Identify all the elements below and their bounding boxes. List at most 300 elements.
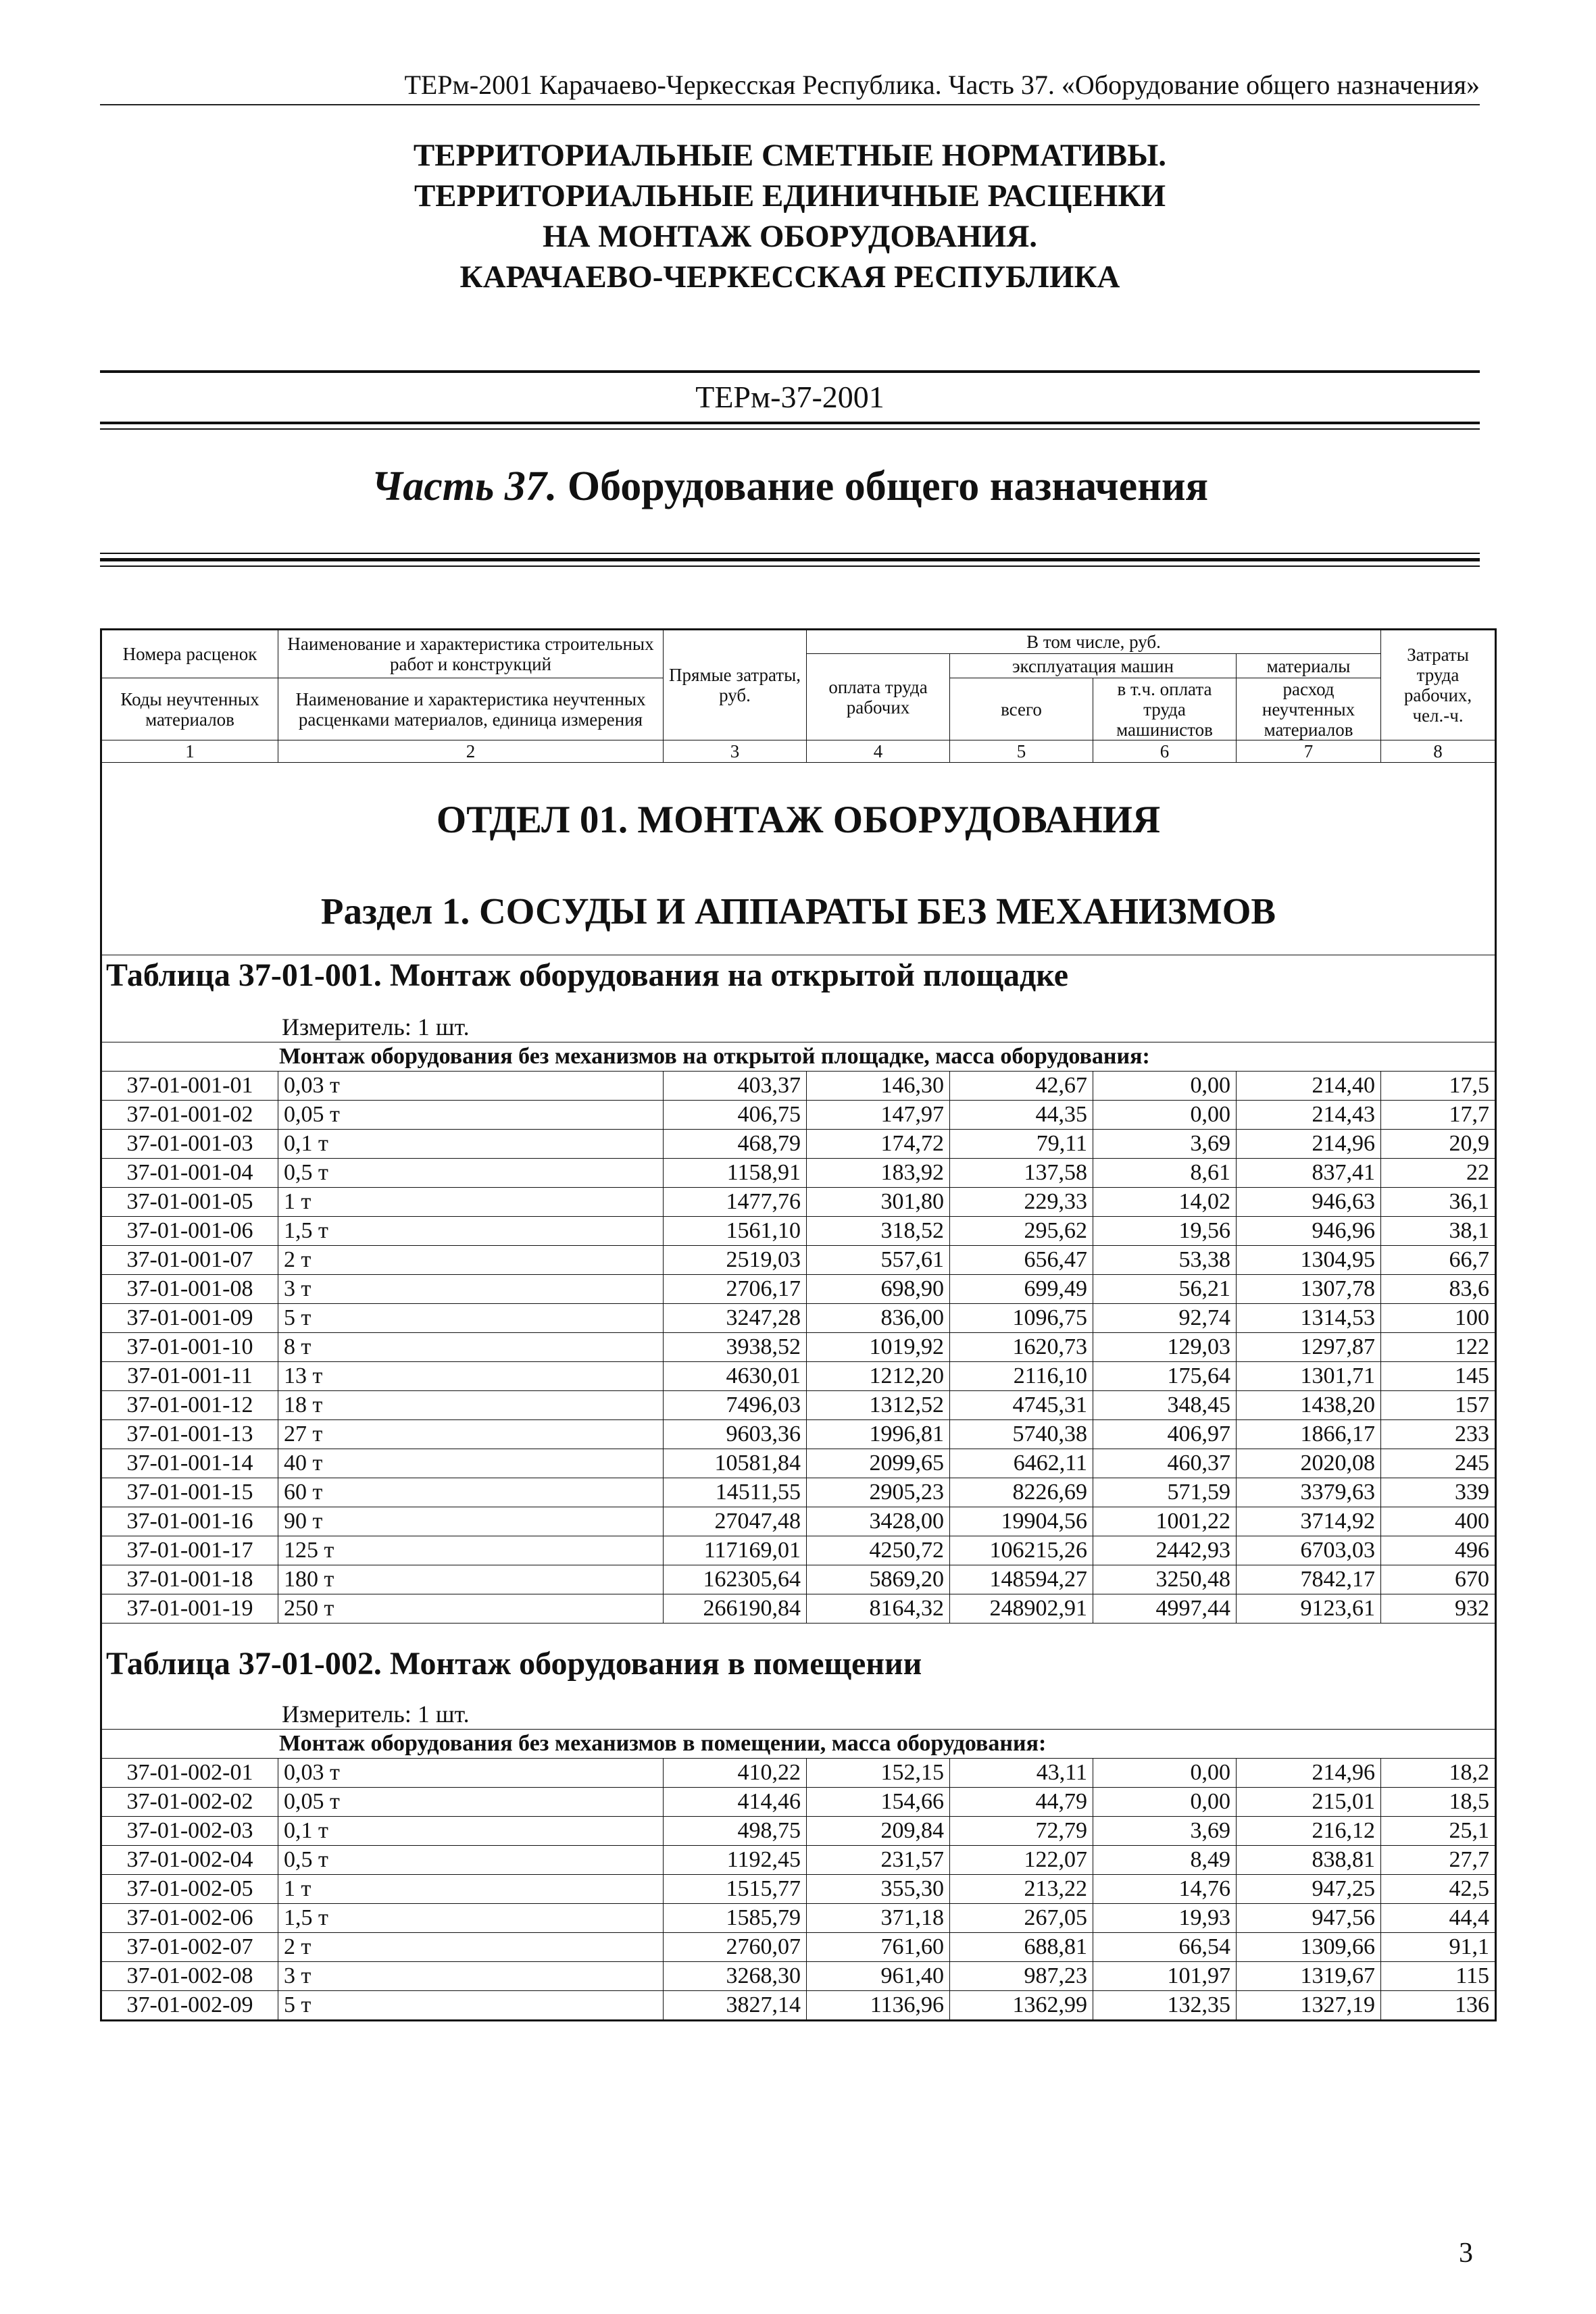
- machinist-pay-cell: 8,49: [1093, 1846, 1237, 1875]
- direct-costs-cell: 117169,01: [664, 1536, 807, 1565]
- work-description-cell: 0,1 т: [278, 1130, 664, 1159]
- material-use-cell: 214,96: [1237, 1759, 1381, 1788]
- rate-code-cell: 37-01-002-01: [101, 1759, 278, 1788]
- direct-costs-cell: 2519,03: [664, 1246, 807, 1275]
- machines-total-cell: 122,07: [950, 1846, 1093, 1875]
- direct-costs-cell: 498,75: [664, 1817, 807, 1846]
- table-row: [101, 1246, 1496, 1275]
- labor-costs-cell: 136: [1381, 1991, 1496, 2021]
- table-row: [101, 1507, 1496, 1536]
- machinist-pay-cell: 19,56: [1093, 1217, 1237, 1246]
- col-header-machines: эксплуатация машин: [950, 654, 1237, 678]
- machines-total-cell: 4745,31: [950, 1391, 1093, 1420]
- rate-code-cell: 37-01-001-16: [101, 1507, 278, 1536]
- page-number: 3: [1459, 2238, 1473, 2269]
- table-row: [101, 1933, 1496, 1962]
- worker-pay-cell: 301,80: [807, 1188, 950, 1217]
- table-row: [101, 1130, 1496, 1159]
- machinist-pay-cell: 0,00: [1093, 1101, 1237, 1130]
- labor-costs-cell: 17,5: [1381, 1072, 1496, 1101]
- worker-pay-cell: 318,52: [807, 1217, 950, 1246]
- machines-total-cell: 137,58: [950, 1159, 1093, 1188]
- machinist-pay-cell: 8,61: [1093, 1159, 1237, 1188]
- material-use-cell: 1866,17: [1237, 1420, 1381, 1449]
- title-line: НА МОНТАЖ ОБОРУДОВАНИЯ.: [542, 219, 1038, 254]
- machinist-pay-cell: 132,35: [1093, 1991, 1237, 2021]
- direct-costs-cell: 410,22: [664, 1759, 807, 1788]
- rate-code-cell: 37-01-001-03: [101, 1130, 278, 1159]
- machines-total-cell: 213,22: [950, 1875, 1093, 1904]
- labor-costs-cell: 932: [1381, 1594, 1496, 1624]
- labor-costs-cell: 245: [1381, 1449, 1496, 1478]
- table-row: [101, 1565, 1496, 1594]
- machinist-pay-cell: 101,97: [1093, 1962, 1237, 1991]
- rate-code-cell: 37-01-001-09: [101, 1304, 278, 1333]
- col-header-labor-costs: Затраты труда рабочих, чел.-ч.: [1381, 630, 1496, 740]
- machines-total-cell: 5740,38: [950, 1420, 1093, 1449]
- direct-costs-cell: 1561,10: [664, 1217, 807, 1246]
- material-use-cell: 1314,53: [1237, 1304, 1381, 1333]
- rate-code-cell: 37-01-001-18: [101, 1565, 278, 1594]
- machinist-pay-cell: 0,00: [1093, 1788, 1237, 1817]
- document-title: [100, 135, 1480, 297]
- direct-costs-cell: 468,79: [664, 1130, 807, 1159]
- section-block: [101, 763, 1496, 955]
- machines-total-cell: 6462,11: [950, 1449, 1093, 1478]
- material-use-cell: 1304,95: [1237, 1246, 1381, 1275]
- direct-costs-cell: 3938,52: [664, 1333, 807, 1362]
- table-row: [101, 1391, 1496, 1420]
- direct-costs-cell: 3827,14: [664, 1991, 807, 2021]
- machines-total-cell: 43,11: [950, 1759, 1093, 1788]
- rate-code-cell: 37-01-001-14: [101, 1449, 278, 1478]
- section-heading: ОТДЕЛ 01. МОНТАЖ ОБОРУДОВАНИЯ: [436, 799, 1161, 841]
- labor-costs-cell: 400: [1381, 1507, 1496, 1536]
- direct-costs-cell: 1585,79: [664, 1904, 807, 1933]
- machines-total-cell: 248902,91: [950, 1594, 1093, 1624]
- material-use-cell: 7842,17: [1237, 1565, 1381, 1594]
- machinist-pay-cell: 14,76: [1093, 1875, 1237, 1904]
- work-description-cell: 0,03 т: [278, 1072, 664, 1101]
- work-description-cell: 125 т: [278, 1536, 664, 1565]
- direct-costs-cell: 14511,55: [664, 1478, 807, 1507]
- worker-pay-cell: 355,30: [807, 1875, 950, 1904]
- title-line: ТЕРРИТОРИАЛЬНЫЕ ЕДИНИЧНЫЕ РАСЦЕНКИ: [414, 178, 1166, 213]
- direct-costs-cell: 7496,03: [664, 1391, 807, 1420]
- machines-total-cell: 8226,69: [950, 1478, 1093, 1507]
- machines-total-cell: 295,62: [950, 1217, 1093, 1246]
- part-name: Оборудование общего назначения: [567, 463, 1209, 509]
- rate-code-cell: 37-01-002-09: [101, 1991, 278, 2021]
- labor-costs-cell: 66,7: [1381, 1246, 1496, 1275]
- work-description-cell: 27 т: [278, 1420, 664, 1449]
- machines-total-cell: 2116,10: [950, 1362, 1093, 1391]
- machinist-pay-cell: 460,37: [1093, 1449, 1237, 1478]
- worker-pay-cell: 146,30: [807, 1072, 950, 1101]
- material-use-cell: 1438,20: [1237, 1391, 1381, 1420]
- work-description-cell: 90 т: [278, 1507, 664, 1536]
- rates-table: [100, 628, 1497, 2021]
- machines-total-cell: 72,79: [950, 1817, 1093, 1846]
- table-row: [101, 1904, 1496, 1933]
- labor-costs-cell: 36,1: [1381, 1188, 1496, 1217]
- machinist-pay-cell: 3250,48: [1093, 1565, 1237, 1594]
- col-number: 5: [950, 740, 1093, 763]
- direct-costs-cell: 2760,07: [664, 1933, 807, 1962]
- material-use-cell: 837,41: [1237, 1159, 1381, 1188]
- machinist-pay-cell: 2442,93: [1093, 1536, 1237, 1565]
- rate-code-cell: 37-01-001-06: [101, 1217, 278, 1246]
- table-block-header: [101, 955, 1496, 1042]
- table-row: [101, 1159, 1496, 1188]
- labor-costs-cell: 38,1: [1381, 1217, 1496, 1246]
- work-description-cell: 5 т: [278, 1991, 664, 2021]
- col-header-materials: материалы: [1237, 654, 1381, 678]
- table-block-header: [101, 1624, 1496, 1730]
- direct-costs-cell: 1515,77: [664, 1875, 807, 1904]
- material-use-cell: 9123,61: [1237, 1594, 1381, 1624]
- rate-code-cell: 37-01-001-15: [101, 1478, 278, 1507]
- worker-pay-cell: 2905,23: [807, 1478, 950, 1507]
- labor-costs-cell: 83,6: [1381, 1275, 1496, 1304]
- part-label: Часть 37.: [371, 463, 557, 509]
- machinist-pay-cell: 348,45: [1093, 1391, 1237, 1420]
- measure-unit: Измеритель: 1 шт.: [282, 1701, 470, 1728]
- direct-costs-cell: 1477,76: [664, 1188, 807, 1217]
- labor-costs-cell: 18,2: [1381, 1759, 1496, 1788]
- rate-code-cell: 37-01-002-05: [101, 1875, 278, 1904]
- table-caption: Монтаж оборудования без механизмов на открытой площадке, масса оборудования:: [101, 1042, 1496, 1072]
- labor-costs-cell: 157: [1381, 1391, 1496, 1420]
- col-number: 1: [101, 740, 278, 763]
- material-use-cell: 2020,08: [1237, 1449, 1381, 1478]
- material-use-cell: 1309,66: [1237, 1933, 1381, 1962]
- measure-unit: Измеритель: 1 шт.: [282, 1013, 470, 1040]
- work-description-cell: 0,03 т: [278, 1759, 664, 1788]
- col-header-work-name: Наименование и характеристика строительных работ и конструкций: [278, 630, 664, 678]
- machines-total-cell: 148594,27: [950, 1565, 1093, 1594]
- worker-pay-cell: 209,84: [807, 1817, 950, 1846]
- table-row: [101, 1217, 1496, 1246]
- material-use-cell: 1297,87: [1237, 1333, 1381, 1362]
- work-description-cell: 60 т: [278, 1478, 664, 1507]
- machines-total-cell: 44,35: [950, 1101, 1093, 1130]
- table-row: [101, 1759, 1496, 1788]
- machines-total-cell: 19904,56: [950, 1507, 1093, 1536]
- table-row: [101, 1991, 1496, 2021]
- material-use-cell: 1307,78: [1237, 1275, 1381, 1304]
- work-description-cell: 2 т: [278, 1933, 664, 1962]
- direct-costs-cell: 3268,30: [664, 1962, 807, 1991]
- labor-costs-cell: 496: [1381, 1536, 1496, 1565]
- work-description-cell: 1 т: [278, 1875, 664, 1904]
- direct-costs-cell: 266190,84: [664, 1594, 807, 1624]
- labor-costs-cell: 44,4: [1381, 1904, 1496, 1933]
- table-caption: Монтаж оборудования без механизмов в помещении, масса оборудования:: [101, 1730, 1496, 1759]
- machinist-pay-cell: 92,74: [1093, 1304, 1237, 1333]
- col-header-direct-costs: Прямые затраты, руб.: [664, 630, 807, 740]
- rate-code-cell: 37-01-001-08: [101, 1275, 278, 1304]
- direct-costs-cell: 4630,01: [664, 1362, 807, 1391]
- table-row: [101, 1304, 1496, 1333]
- labor-costs-cell: 27,7: [1381, 1846, 1496, 1875]
- table-row: [101, 1275, 1496, 1304]
- worker-pay-cell: 1996,81: [807, 1420, 950, 1449]
- divider-rule: [100, 565, 1480, 567]
- work-description-cell: 250 т: [278, 1594, 664, 1624]
- rate-code-cell: 37-01-002-03: [101, 1817, 278, 1846]
- machines-total-cell: 1362,99: [950, 1991, 1093, 2021]
- title-line: ТЕРРИТОРИАЛЬНЫЕ СМЕТНЫЕ НОРМАТИВЫ.: [413, 138, 1167, 173]
- subsection-heading: Раздел 1. СОСУДЫ И АППАРАТЫ БЕЗ МЕХАНИЗМОВ: [320, 890, 1276, 932]
- part-title: [100, 461, 1480, 512]
- machinist-pay-cell: 129,03: [1093, 1333, 1237, 1362]
- labor-costs-cell: 20,9: [1381, 1130, 1496, 1159]
- rate-code-cell: 37-01-001-17: [101, 1536, 278, 1565]
- worker-pay-cell: 1136,96: [807, 1991, 950, 2021]
- col-header-rate-numbers: Номера расценок: [101, 630, 278, 678]
- worker-pay-cell: 147,97: [807, 1101, 950, 1130]
- machines-total-cell: 267,05: [950, 1904, 1093, 1933]
- table-row: [101, 1101, 1496, 1130]
- table-row: [101, 1333, 1496, 1362]
- machinist-pay-cell: 53,38: [1093, 1246, 1237, 1275]
- worker-pay-cell: 1212,20: [807, 1362, 950, 1391]
- rate-code-cell: 37-01-001-13: [101, 1420, 278, 1449]
- machines-total-cell: 987,23: [950, 1962, 1093, 1991]
- material-use-cell: 214,96: [1237, 1130, 1381, 1159]
- table-row: [101, 1817, 1496, 1846]
- divider-rule: [100, 553, 1480, 554]
- machinist-pay-cell: 14,02: [1093, 1188, 1237, 1217]
- table-title: Таблица 37-01-002. Монтаж оборудования в помещении: [106, 1646, 922, 1682]
- direct-costs-cell: 2706,17: [664, 1275, 807, 1304]
- direct-costs-cell: 1192,45: [664, 1846, 807, 1875]
- table-row: [101, 1420, 1496, 1449]
- labor-costs-cell: 670: [1381, 1565, 1496, 1594]
- material-use-cell: 1319,67: [1237, 1962, 1381, 1991]
- rate-code-cell: 37-01-002-04: [101, 1846, 278, 1875]
- rate-code-cell: 37-01-001-19: [101, 1594, 278, 1624]
- rate-code-cell: 37-01-002-06: [101, 1904, 278, 1933]
- table-row: [101, 1594, 1496, 1624]
- material-use-cell: 3379,63: [1237, 1478, 1381, 1507]
- rate-code-cell: 37-01-001-10: [101, 1333, 278, 1362]
- divider-rule: [100, 370, 1480, 373]
- labor-costs-cell: 145: [1381, 1362, 1496, 1391]
- table-row: [101, 1449, 1496, 1478]
- worker-pay-cell: 371,18: [807, 1904, 950, 1933]
- material-use-cell: 3714,92: [1237, 1507, 1381, 1536]
- machinist-pay-cell: 0,00: [1093, 1759, 1237, 1788]
- machinist-pay-cell: 1001,22: [1093, 1507, 1237, 1536]
- material-use-cell: 216,12: [1237, 1817, 1381, 1846]
- rate-code-cell: 37-01-002-08: [101, 1962, 278, 1991]
- worker-pay-cell: 2099,65: [807, 1449, 950, 1478]
- col-number: 3: [664, 740, 807, 763]
- work-description-cell: 0,5 т: [278, 1846, 664, 1875]
- title-line: КАРАЧАЕВО-ЧЕРКЕССКАЯ РЕСПУБЛИКА: [459, 259, 1120, 295]
- worker-pay-cell: 698,90: [807, 1275, 950, 1304]
- machines-total-cell: 1620,73: [950, 1333, 1093, 1362]
- direct-costs-cell: 162305,64: [664, 1565, 807, 1594]
- machinist-pay-cell: 3,69: [1093, 1817, 1237, 1846]
- table-row: [101, 1362, 1496, 1391]
- worker-pay-cell: 8164,32: [807, 1594, 950, 1624]
- work-description-cell: 3 т: [278, 1962, 664, 1991]
- worker-pay-cell: 183,92: [807, 1159, 950, 1188]
- machinist-pay-cell: 19,93: [1093, 1904, 1237, 1933]
- divider-rule: [100, 422, 1480, 424]
- material-use-cell: 947,25: [1237, 1875, 1381, 1904]
- col-number: 7: [1237, 740, 1381, 763]
- direct-costs-cell: 403,37: [664, 1072, 807, 1101]
- divider-rule: [100, 428, 1480, 430]
- rate-code-cell: 37-01-002-02: [101, 1788, 278, 1817]
- worker-pay-cell: 961,40: [807, 1962, 950, 1991]
- work-description-cell: 0,1 т: [278, 1817, 664, 1846]
- labor-costs-cell: 18,5: [1381, 1788, 1496, 1817]
- direct-costs-cell: 414,46: [664, 1788, 807, 1817]
- labor-costs-cell: 17,7: [1381, 1101, 1496, 1130]
- worker-pay-cell: 174,72: [807, 1130, 950, 1159]
- direct-costs-cell: 406,75: [664, 1101, 807, 1130]
- work-description-cell: 18 т: [278, 1391, 664, 1420]
- work-description-cell: 180 т: [278, 1565, 664, 1594]
- machinist-pay-cell: 56,21: [1093, 1275, 1237, 1304]
- worker-pay-cell: 231,57: [807, 1846, 950, 1875]
- rate-code-cell: 37-01-001-04: [101, 1159, 278, 1188]
- machinist-pay-cell: 175,64: [1093, 1362, 1237, 1391]
- labor-costs-cell: 115: [1381, 1962, 1496, 1991]
- machines-total-cell: 229,33: [950, 1188, 1093, 1217]
- work-description-cell: 2 т: [278, 1246, 664, 1275]
- worker-pay-cell: 557,61: [807, 1246, 950, 1275]
- machines-total-cell: 1096,75: [950, 1304, 1093, 1333]
- worker-pay-cell: 4250,72: [807, 1536, 950, 1565]
- machines-total-cell: 106215,26: [950, 1536, 1093, 1565]
- machines-total-cell: 79,11: [950, 1130, 1093, 1159]
- table-row: [101, 1846, 1496, 1875]
- rate-code-cell: 37-01-001-07: [101, 1246, 278, 1275]
- work-description-cell: 5 т: [278, 1304, 664, 1333]
- labor-costs-cell: 122: [1381, 1333, 1496, 1362]
- divider-rule: [100, 558, 1480, 561]
- machinist-pay-cell: 66,54: [1093, 1933, 1237, 1962]
- col-header-including: В том числе, руб.: [807, 630, 1381, 654]
- table-row: [101, 1875, 1496, 1904]
- work-description-cell: 1,5 т: [278, 1904, 664, 1933]
- material-use-cell: 947,56: [1237, 1904, 1381, 1933]
- machinist-pay-cell: 571,59: [1093, 1478, 1237, 1507]
- direct-costs-cell: 27047,48: [664, 1507, 807, 1536]
- machines-total-cell: 699,49: [950, 1275, 1093, 1304]
- running-header: ТЕРм-2001 Карачаево-Черкесская Республика. Часть 37. «Оборудование общего назначения»: [100, 69, 1480, 105]
- worker-pay-cell: 154,66: [807, 1788, 950, 1817]
- labor-costs-cell: 233: [1381, 1420, 1496, 1449]
- material-use-cell: 214,40: [1237, 1072, 1381, 1101]
- table-row: [101, 1478, 1496, 1507]
- col-number: 8: [1381, 740, 1496, 763]
- machinist-pay-cell: 0,00: [1093, 1072, 1237, 1101]
- work-description-cell: 13 т: [278, 1362, 664, 1391]
- machines-total-cell: 42,67: [950, 1072, 1093, 1101]
- table-row: [101, 1188, 1496, 1217]
- col-header-machinist-pay: в т.ч. оплата труда машинистов: [1093, 678, 1237, 740]
- material-use-cell: 215,01: [1237, 1788, 1381, 1817]
- table-row: [101, 1962, 1496, 1991]
- material-use-cell: 946,63: [1237, 1188, 1381, 1217]
- col-header-machines-total: всего: [950, 678, 1093, 740]
- work-description-cell: 1 т: [278, 1188, 664, 1217]
- work-description-cell: 1,5 т: [278, 1217, 664, 1246]
- table-title: Таблица 37-01-001. Монтаж оборудования на открытой площадке: [106, 957, 1069, 993]
- work-description-cell: 8 т: [278, 1333, 664, 1362]
- col-number: 6: [1093, 740, 1237, 763]
- worker-pay-cell: 836,00: [807, 1304, 950, 1333]
- worker-pay-cell: 3428,00: [807, 1507, 950, 1536]
- material-use-cell: 1301,71: [1237, 1362, 1381, 1391]
- labor-costs-cell: 25,1: [1381, 1817, 1496, 1846]
- machines-total-cell: 688,81: [950, 1933, 1093, 1962]
- material-use-cell: 838,81: [1237, 1846, 1381, 1875]
- material-use-cell: 214,43: [1237, 1101, 1381, 1130]
- machinist-pay-cell: 3,69: [1093, 1130, 1237, 1159]
- labor-costs-cell: 339: [1381, 1478, 1496, 1507]
- rate-code-cell: 37-01-001-11: [101, 1362, 278, 1391]
- worker-pay-cell: 761,60: [807, 1933, 950, 1962]
- rate-code-cell: 37-01-001-12: [101, 1391, 278, 1420]
- worker-pay-cell: 1019,92: [807, 1333, 950, 1362]
- document-code: ТЕРм-37-2001: [695, 380, 884, 414]
- worker-pay-cell: 1312,52: [807, 1391, 950, 1420]
- labor-costs-cell: 42,5: [1381, 1875, 1496, 1904]
- rate-code-cell: 37-01-002-07: [101, 1933, 278, 1962]
- col-number: 2: [278, 740, 664, 763]
- machinist-pay-cell: 406,97: [1093, 1420, 1237, 1449]
- col-header-worker-pay: оплата труда рабочих: [807, 654, 950, 740]
- labor-costs-cell: 100: [1381, 1304, 1496, 1333]
- material-use-cell: 1327,19: [1237, 1991, 1381, 2021]
- direct-costs-cell: 3247,28: [664, 1304, 807, 1333]
- worker-pay-cell: 152,15: [807, 1759, 950, 1788]
- work-description-cell: 0,5 т: [278, 1159, 664, 1188]
- rate-code-cell: 37-01-001-05: [101, 1188, 278, 1217]
- work-description-cell: 40 т: [278, 1449, 664, 1478]
- col-header-material-codes: Коды неучтенных материалов: [101, 678, 278, 740]
- direct-costs-cell: 9603,36: [664, 1420, 807, 1449]
- direct-costs-cell: 1158,91: [664, 1159, 807, 1188]
- col-number: 4: [807, 740, 950, 763]
- direct-costs-cell: 10581,84: [664, 1449, 807, 1478]
- work-description-cell: 0,05 т: [278, 1101, 664, 1130]
- table-row: [101, 1072, 1496, 1101]
- col-header-material-names: Наименование и характеристика неучтенных расценками материалов, единица измерения: [278, 678, 664, 740]
- col-header-material-use: расход неучтенных материалов: [1237, 678, 1381, 740]
- material-use-cell: 946,96: [1237, 1217, 1381, 1246]
- work-description-cell: 0,05 т: [278, 1788, 664, 1817]
- table-row: [101, 1536, 1496, 1565]
- table-row: [101, 1788, 1496, 1817]
- rate-code-cell: 37-01-001-02: [101, 1101, 278, 1130]
- labor-costs-cell: 22: [1381, 1159, 1496, 1188]
- worker-pay-cell: 5869,20: [807, 1565, 950, 1594]
- machines-total-cell: 44,79: [950, 1788, 1093, 1817]
- labor-costs-cell: 91,1: [1381, 1933, 1496, 1962]
- rate-code-cell: 37-01-001-01: [101, 1072, 278, 1101]
- work-description-cell: 3 т: [278, 1275, 664, 1304]
- machinist-pay-cell: 4997,44: [1093, 1594, 1237, 1624]
